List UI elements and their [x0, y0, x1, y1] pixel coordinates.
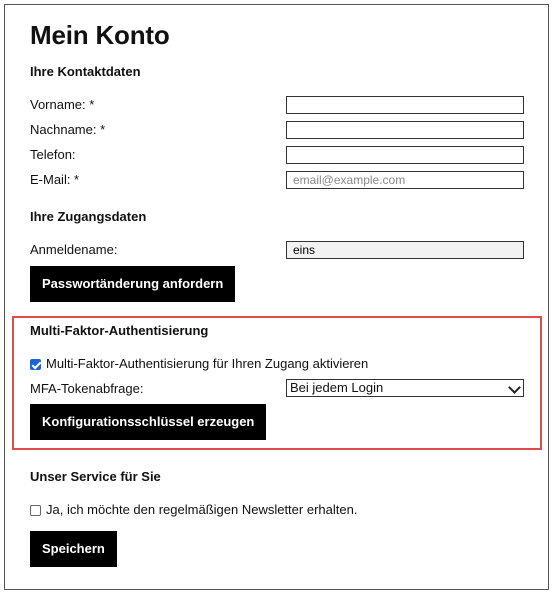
chevron-down-icon — [508, 381, 521, 394]
mfa-token-select[interactable] — [286, 379, 524, 397]
username-label: Anmeldename: — [30, 242, 118, 257]
phone-input[interactable] — [286, 146, 524, 164]
save-button[interactable]: Speichern — [30, 531, 117, 567]
firstname-input[interactable] — [286, 96, 524, 114]
service-section-heading: Unser Service für Sie — [30, 469, 161, 484]
phone-label: Telefon: — [30, 147, 76, 162]
mfa-token-selected-value: Bei jedem Login — [290, 380, 384, 395]
mfa-section-heading: Multi-Faktor-Authentisierung — [30, 323, 209, 338]
mfa-enable-checkbox[interactable] — [30, 359, 41, 370]
access-section-heading: Ihre Zugangsdaten — [30, 209, 147, 224]
lastname-label: Nachname: * — [30, 122, 106, 137]
lastname-input[interactable] — [286, 121, 524, 139]
email-input[interactable] — [286, 171, 524, 189]
username-field[interactable] — [286, 241, 524, 259]
newsletter-label[interactable]: Ja, ich möchte den regelmäßigen Newsletter erhalten. — [46, 502, 358, 517]
page-title: Mein Konto — [30, 20, 170, 50]
generate-config-key-button[interactable]: Konfigurationsschlüssel erzeugen — [30, 404, 266, 440]
contact-section-heading: Ihre Kontaktdaten — [30, 64, 141, 79]
mfa-enable-label[interactable]: Multi-Faktor-Authentisierung für Ihren Zugang aktivieren — [46, 356, 369, 371]
firstname-label: Vorname: * — [30, 97, 95, 112]
newsletter-checkbox[interactable] — [30, 505, 41, 516]
request-password-change-button[interactable]: Passwortänderung anfordern — [30, 266, 235, 302]
mfa-token-label: MFA-Tokenabfrage: — [30, 381, 144, 396]
email-label: E-Mail: * — [30, 172, 80, 187]
